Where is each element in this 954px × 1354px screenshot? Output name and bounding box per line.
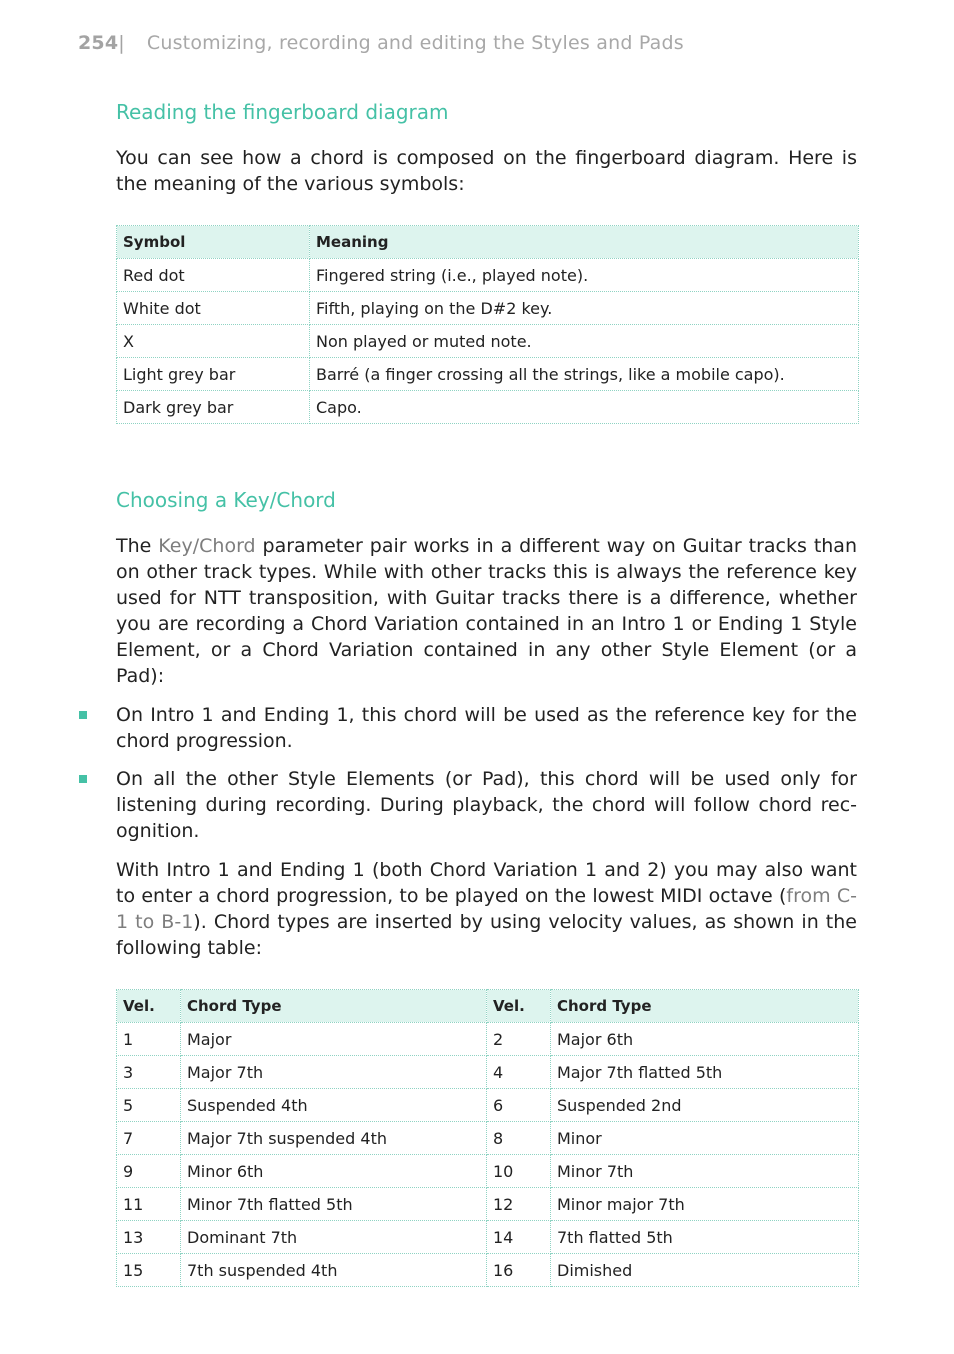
symbol-table-header-row xyxy=(117,226,859,259)
vel-cell: 16 xyxy=(487,1254,551,1287)
meaning-cell: Fingered string (i.e., played note). xyxy=(310,259,859,292)
table-row xyxy=(117,1056,859,1089)
chord-type-cell: Major xyxy=(181,1023,487,1056)
chord-type-cell: Minor xyxy=(551,1122,859,1155)
paragraph-text: ). Chord types are inserted by using velocity values, as shown in the following table: xyxy=(116,911,857,959)
table-row xyxy=(117,325,859,358)
velocity-chord-table xyxy=(116,989,859,1287)
vel-cell: 10 xyxy=(487,1155,551,1188)
vel-cell: 7 xyxy=(117,1122,181,1155)
symbol-cell: Dark grey bar xyxy=(117,391,310,424)
chord-type-cell: Minor 7th xyxy=(551,1155,859,1188)
section-title-key-chord: Choosing a Key/Chord xyxy=(116,488,336,512)
bullet-item-intro-ending: On Intro 1 and Ending 1, this chord will be used as the reference key for the chord progression. xyxy=(116,704,857,752)
page-header xyxy=(78,32,684,54)
table-row xyxy=(117,1089,859,1122)
chord-type-cell: Suspended 2nd xyxy=(551,1089,859,1122)
meaning-cell: Barré (a finger crossing all the strings, like a mobile capo). xyxy=(310,358,859,391)
chord-type-cell: Major 7th suspended 4th xyxy=(181,1122,487,1155)
chord-type-column-header: Chord Type xyxy=(181,990,487,1023)
vel-cell: 2 xyxy=(487,1023,551,1056)
chord-type-column-header: Chord Type xyxy=(551,990,859,1023)
table-row xyxy=(117,259,859,292)
chord-type-cell: 7th flatted 5th xyxy=(551,1221,859,1254)
header-separator: | xyxy=(118,32,125,54)
symbol-cell: X xyxy=(117,325,310,358)
key-chord-paragraph xyxy=(116,533,857,689)
chord-progression-paragraph xyxy=(116,857,857,961)
symbol-cell: Light grey bar xyxy=(117,358,310,391)
vel-cell: 4 xyxy=(487,1056,551,1089)
symbol-cell: White dot xyxy=(117,292,310,325)
bullet-marker xyxy=(79,711,87,719)
table-row xyxy=(117,1221,859,1254)
midi-range: from C-1 to B-1 xyxy=(116,885,857,933)
table-row xyxy=(117,1155,859,1188)
paragraph-text: With Intro 1 and Ending 1 (both Chord Variation 1 and 2) you may also want to enter a chord progression, to be played on the lowest MIDI octave ( xyxy=(116,859,857,907)
parameter-name: Key/Chord xyxy=(158,535,256,557)
vel-column-header: Vel. xyxy=(117,990,181,1023)
vel-cell: 5 xyxy=(117,1089,181,1122)
meaning-cell: Capo. xyxy=(310,391,859,424)
chord-type-cell: Suspended 4th xyxy=(181,1089,487,1122)
paragraph-text: parameter pair works in a different way on Guitar tracks than on other track types. While with other tracks this is always the reference key used for NTT transposition, with Guitar tracks there is a difference, whether you are recording a Chord Variation contained in an Intro 1 or Ending 1 Style Element, or a Chord Variation contained in any other Style Element (or a Pad): xyxy=(116,535,857,687)
bullet-item-other-elements: On all the other Style Elements (or Pad), this chord will be used only for listening during recording. During playback, the chord will follow chord recognition. xyxy=(116,768,857,842)
chord-type-cell: 7th suspended 4th xyxy=(181,1254,487,1287)
vel-cell: 9 xyxy=(117,1155,181,1188)
vel-cell: 13 xyxy=(117,1221,181,1254)
vel-cell: 12 xyxy=(487,1188,551,1221)
chapter-title: Customizing, recording and editing the Styles and Pads xyxy=(146,32,684,54)
vel-cell: 8 xyxy=(487,1122,551,1155)
vel-column-header: Vel. xyxy=(487,990,551,1023)
chord-type-cell: Dominant 7th xyxy=(181,1221,487,1254)
chord-type-cell: Minor major 7th xyxy=(551,1188,859,1221)
table-row xyxy=(117,1188,859,1221)
symbol-table xyxy=(116,225,859,424)
meaning-cell: Non played or muted note. xyxy=(310,325,859,358)
chord-type-cell: Dimished xyxy=(551,1254,859,1287)
vel-cell: 6 xyxy=(487,1089,551,1122)
vel-cell: 14 xyxy=(487,1221,551,1254)
vel-cell: 3 xyxy=(117,1056,181,1089)
chord-type-cell: Major 7th xyxy=(181,1056,487,1089)
vel-cell: 15 xyxy=(117,1254,181,1287)
symbol-column-header: Symbol xyxy=(117,226,310,259)
table-row xyxy=(117,292,859,325)
meaning-cell: Fifth, playing on the D#2 key. xyxy=(310,292,859,325)
table-row xyxy=(117,358,859,391)
chord-type-cell: Major 7th flatted 5th xyxy=(551,1056,859,1089)
table-row xyxy=(117,1254,859,1287)
chord-type-cell: Minor 6th xyxy=(181,1155,487,1188)
section-title-fingerboard: Reading the fingerboard diagram xyxy=(116,100,449,124)
meaning-column-header: Meaning xyxy=(310,226,859,259)
symbol-cell: Red dot xyxy=(117,259,310,292)
bullet-marker xyxy=(79,775,87,783)
chord-type-cell: Minor 7th flatted 5th xyxy=(181,1188,487,1221)
vel-cell: 1 xyxy=(117,1023,181,1056)
velocity-table-header-row xyxy=(117,990,859,1023)
vel-cell: 11 xyxy=(117,1188,181,1221)
table-row xyxy=(117,1122,859,1155)
fingerboard-intro-paragraph: You can see how a chord is composed on the fingerboard diagram. Here is the meaning of the various symbols: xyxy=(116,147,857,195)
table-row xyxy=(117,391,859,424)
page-number: 254 xyxy=(78,32,119,54)
chord-type-cell: Major 6th xyxy=(551,1023,859,1056)
paragraph-text: The xyxy=(116,535,159,557)
table-row xyxy=(117,1023,859,1056)
